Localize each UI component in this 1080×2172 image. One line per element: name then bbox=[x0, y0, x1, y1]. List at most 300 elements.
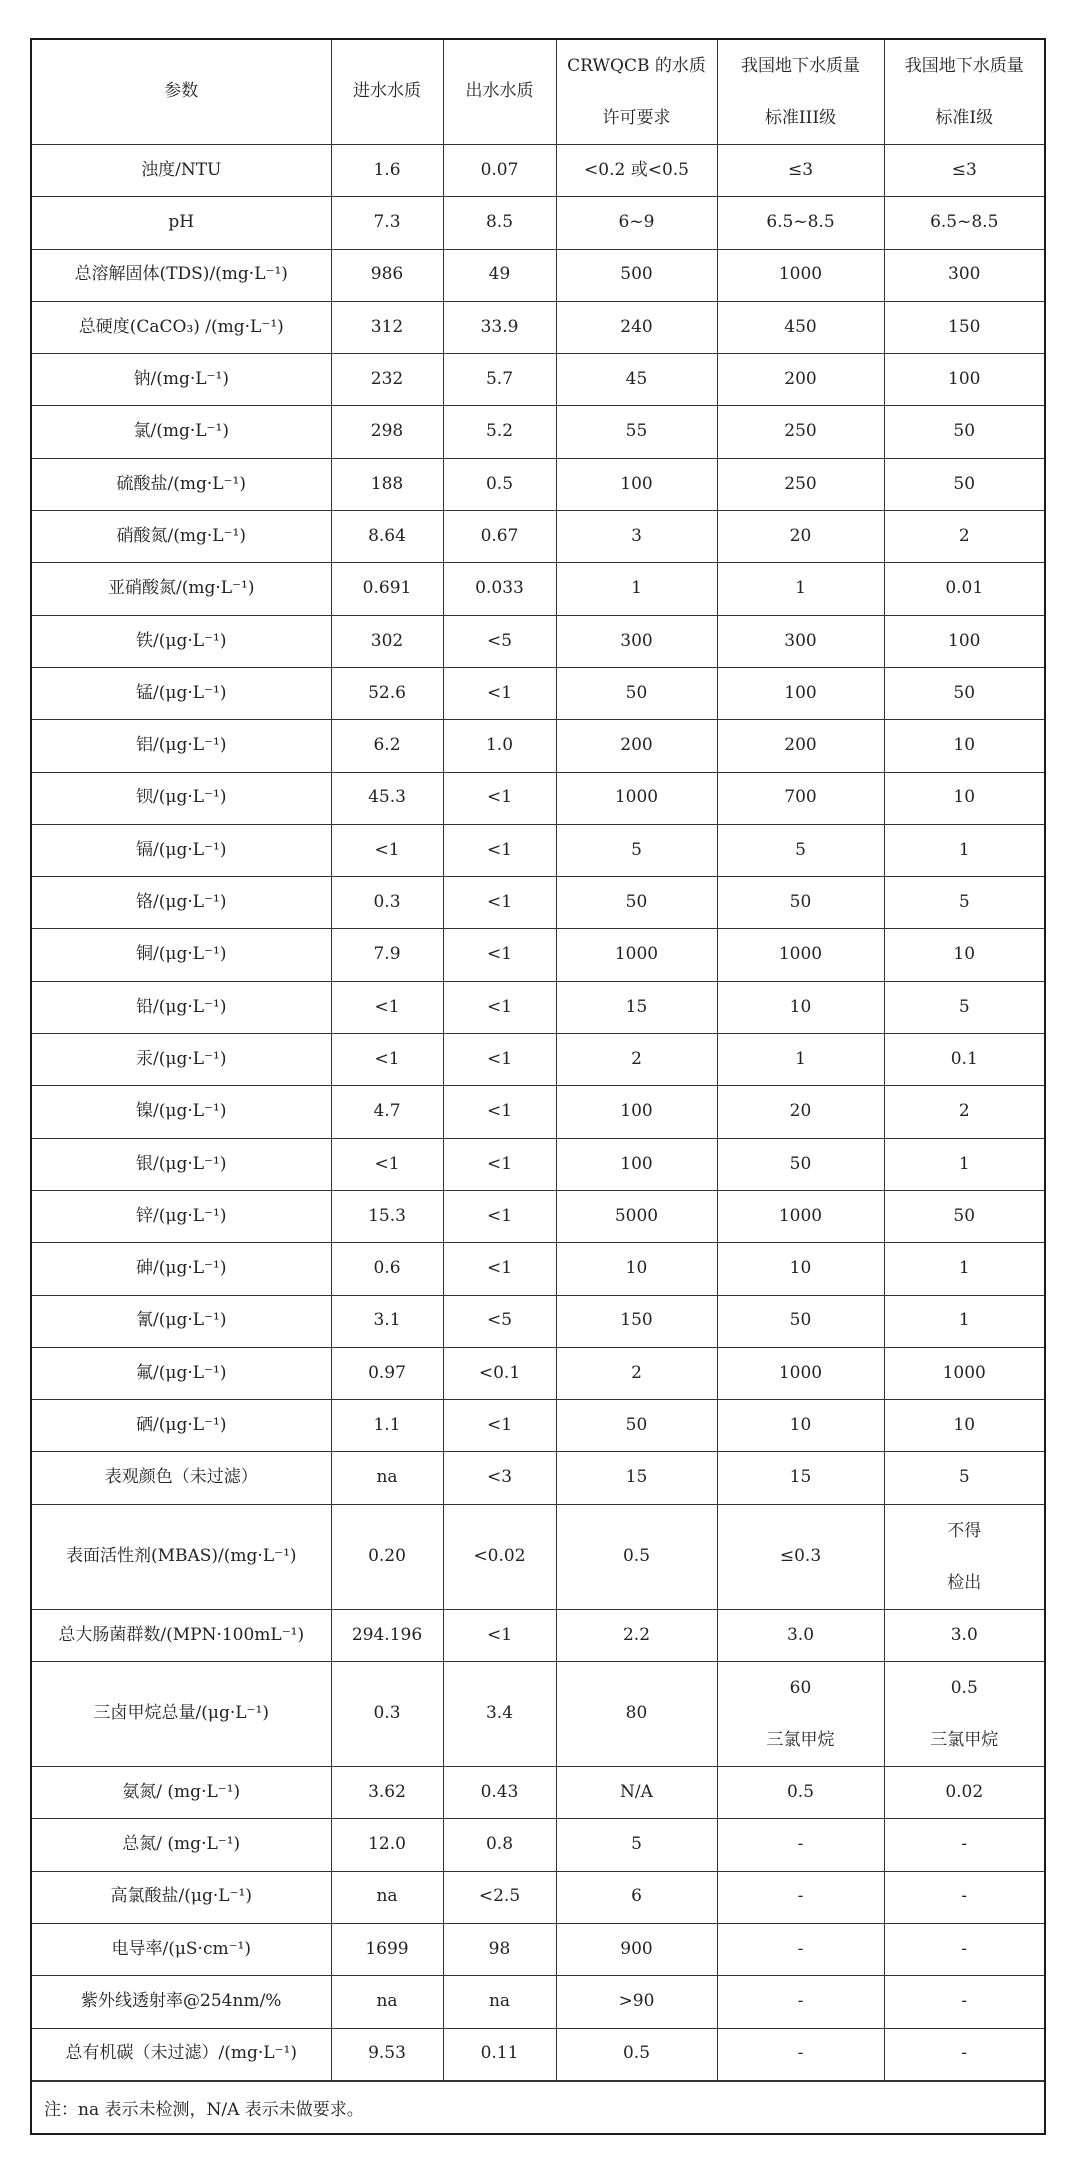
value-cell bbox=[884, 1243, 1044, 1295]
value-cell bbox=[556, 1295, 717, 1347]
value-cell bbox=[331, 1400, 443, 1452]
value-cell bbox=[556, 354, 717, 406]
table-row bbox=[32, 1767, 1044, 1819]
cell-text: 6~9 bbox=[618, 212, 655, 233]
parameter-cell bbox=[32, 1504, 331, 1609]
cell-text: ≤3 bbox=[787, 159, 814, 180]
value-cell bbox=[884, 1767, 1044, 1819]
cell-text: - bbox=[797, 1938, 804, 1959]
value-cell bbox=[884, 877, 1044, 929]
value-cell bbox=[884, 615, 1044, 667]
value-cell bbox=[884, 406, 1044, 458]
value-cell bbox=[443, 1662, 556, 1767]
value-cell bbox=[331, 301, 443, 353]
cell-text: 铬/(μg·L⁻¹) bbox=[136, 892, 227, 913]
cell-text: 铝/(μg·L⁻¹) bbox=[136, 735, 227, 756]
value-cell bbox=[331, 511, 443, 563]
cell-text: 50 bbox=[789, 1153, 812, 1174]
value-cell bbox=[717, 1243, 884, 1295]
cell-text: 2.2 bbox=[622, 1624, 651, 1645]
cell-text: 240 bbox=[620, 316, 653, 337]
value-cell bbox=[556, 145, 717, 197]
cell-text: 6 bbox=[631, 1886, 642, 1907]
cell-text: 15 bbox=[789, 1467, 812, 1488]
parameter-cell bbox=[32, 824, 331, 876]
cell-text: 500 bbox=[620, 264, 653, 285]
value-cell bbox=[717, 720, 884, 772]
value-cell bbox=[443, 877, 556, 929]
cell-text: 氰/(μg·L⁻¹) bbox=[136, 1310, 227, 1331]
cell-text: 15 bbox=[625, 1467, 648, 1488]
cell-text: <1 bbox=[486, 1624, 513, 1645]
cell-text: 0.01 bbox=[945, 578, 984, 599]
value-cell bbox=[884, 458, 1044, 510]
cell-text: 1000 bbox=[778, 944, 823, 965]
table-row bbox=[32, 1243, 1044, 1295]
cell-text: <1 bbox=[486, 839, 513, 860]
cell-text: 10 bbox=[789, 1415, 812, 1435]
cell-text: - bbox=[797, 2043, 804, 2064]
value-cell bbox=[717, 615, 884, 667]
cell-text: 150 bbox=[948, 316, 981, 337]
cell-text: 33.9 bbox=[480, 316, 519, 337]
value-cell bbox=[443, 1243, 556, 1295]
value-cell bbox=[717, 877, 884, 929]
cell-text: 100 bbox=[948, 630, 981, 651]
value-cell bbox=[717, 772, 884, 824]
parameter-cell bbox=[32, 1662, 331, 1767]
value-cell bbox=[443, 145, 556, 197]
value-cell bbox=[556, 1400, 717, 1452]
value-cell bbox=[556, 1819, 717, 1871]
value-cell bbox=[556, 1767, 717, 1819]
value-cell bbox=[717, 824, 884, 876]
cell-text: 15 bbox=[625, 996, 648, 1017]
value-cell bbox=[443, 1452, 556, 1504]
table-row bbox=[32, 197, 1044, 249]
cell-text: ≤0.3 bbox=[779, 1545, 822, 1566]
value-cell bbox=[443, 667, 556, 719]
header-line: 标准III级 bbox=[764, 108, 837, 128]
cell-text: 氨氮/ (mg·L⁻¹) bbox=[122, 1781, 241, 1802]
cell-text: 0.5 bbox=[622, 2043, 651, 2064]
cell-text: <1 bbox=[486, 1415, 513, 1435]
table-row bbox=[32, 1923, 1044, 1975]
value-cell bbox=[331, 1138, 443, 1190]
cell-text: 10 bbox=[625, 1258, 648, 1279]
cell-text: 0.97 bbox=[368, 1362, 406, 1383]
cell-text: 50 bbox=[789, 892, 812, 913]
cell-text: <1 bbox=[486, 1258, 513, 1279]
value-cell bbox=[443, 406, 556, 458]
parameter-cell bbox=[32, 720, 331, 772]
parameter-cell bbox=[32, 1976, 331, 2028]
cell-text: 3.0 bbox=[950, 1624, 978, 1645]
value-cell bbox=[884, 1400, 1044, 1452]
cell-text: 300 bbox=[620, 630, 653, 651]
cell-text: 232 bbox=[370, 369, 404, 390]
value-cell bbox=[443, 458, 556, 510]
cell-text: - bbox=[961, 1991, 968, 2012]
value-cell bbox=[556, 1243, 717, 1295]
cell-text: - bbox=[961, 2043, 968, 2064]
value-cell bbox=[556, 249, 717, 301]
header-line: 标准Ⅰ级 bbox=[935, 108, 994, 128]
cell-text: 铅/(μg·L⁻¹) bbox=[136, 996, 227, 1017]
cell-text: 总大肠菌群数/(MPN·100mL⁻¹) bbox=[58, 1624, 305, 1645]
parameter-cell bbox=[32, 1034, 331, 1086]
table-row bbox=[32, 301, 1044, 353]
value-cell bbox=[717, 1767, 884, 1819]
cell-text: 5000 bbox=[614, 1205, 659, 1226]
value-cell bbox=[443, 1871, 556, 1923]
parameter-cell bbox=[32, 249, 331, 301]
cell-text: 2 bbox=[958, 1101, 970, 1122]
value-cell bbox=[717, 981, 884, 1033]
parameter-cell bbox=[32, 981, 331, 1033]
cell-text: 49 bbox=[488, 264, 511, 285]
table-row bbox=[32, 1138, 1044, 1190]
value-cell bbox=[443, 720, 556, 772]
cell-text: 0.5 bbox=[950, 1678, 978, 1699]
value-cell bbox=[717, 1504, 884, 1609]
table-row bbox=[32, 1034, 1044, 1086]
cell-text: 钠/(mg·L⁻¹) bbox=[133, 369, 229, 390]
cell-text: 氯/(mg·L⁻¹) bbox=[133, 421, 229, 442]
cell-text: 300 bbox=[948, 264, 981, 285]
parameter-cell bbox=[32, 145, 331, 197]
cell-text: 200 bbox=[620, 735, 653, 756]
value-cell bbox=[331, 720, 443, 772]
value-cell bbox=[884, 720, 1044, 772]
cell-text: 硝酸氮/(mg·L⁻¹) bbox=[116, 525, 246, 546]
cell-text: 1.1 bbox=[373, 1415, 401, 1435]
cell-text: 450 bbox=[784, 316, 817, 337]
cell-text: <2.5 bbox=[478, 1886, 521, 1907]
cell-text: 0.5 bbox=[485, 473, 514, 494]
value-cell bbox=[443, 1400, 556, 1452]
value-cell bbox=[717, 1034, 884, 1086]
cell-text: 总有机碳（未过滤）/(mg·L⁻¹) bbox=[65, 2043, 297, 2064]
value-cell bbox=[717, 1976, 884, 2028]
value-cell bbox=[443, 1767, 556, 1819]
value-cell bbox=[717, 354, 884, 406]
value-cell bbox=[556, 1976, 717, 2028]
cell-text: 2 bbox=[631, 1362, 642, 1383]
cell-text: 镍/(μg·L⁻¹) bbox=[136, 1101, 227, 1122]
value-cell bbox=[331, 1504, 443, 1609]
cell-text: 铁/(μg·L⁻¹) bbox=[136, 630, 227, 651]
parameter-cell bbox=[32, 1871, 331, 1923]
parameter-cell bbox=[32, 301, 331, 353]
value-cell bbox=[331, 772, 443, 824]
cell-text: 三卤甲烷总量/(μg·L⁻¹) bbox=[93, 1703, 269, 1724]
value-cell bbox=[331, 563, 443, 615]
value-cell bbox=[884, 1923, 1044, 1975]
column-header bbox=[884, 40, 1044, 145]
table-row bbox=[32, 1295, 1044, 1347]
table-row bbox=[32, 511, 1044, 563]
value-cell bbox=[443, 249, 556, 301]
parameter-cell bbox=[32, 1452, 331, 1504]
value-cell bbox=[443, 563, 556, 615]
table-row bbox=[32, 1190, 1044, 1242]
cell-text: 1 bbox=[958, 1310, 970, 1331]
cell-text: <0.2 或<0.5 bbox=[584, 159, 689, 180]
value-cell bbox=[556, 667, 717, 719]
table-note: 注：na 表示未检测，N/A 表示未做要求。 bbox=[32, 2081, 1044, 2133]
cell-text: 3.1 bbox=[373, 1310, 401, 1331]
value-cell bbox=[331, 1452, 443, 1504]
cell-text: 100 bbox=[620, 1153, 653, 1174]
cell-text: 3.4 bbox=[485, 1703, 514, 1724]
value-cell bbox=[443, 981, 556, 1033]
value-cell bbox=[556, 406, 717, 458]
parameter-cell bbox=[32, 1819, 331, 1871]
cell-text: - bbox=[961, 1938, 968, 1959]
cell-text: 200 bbox=[784, 369, 817, 390]
value-cell bbox=[884, 667, 1044, 719]
parameter-cell bbox=[32, 458, 331, 510]
cell-text: 100 bbox=[620, 1101, 653, 1122]
cell-text: 0.43 bbox=[480, 1781, 519, 1802]
cell-text: <0.02 bbox=[473, 1545, 526, 1566]
cell-text: >90 bbox=[618, 1991, 655, 2012]
cell-text: 0.8 bbox=[485, 1834, 514, 1855]
value-cell bbox=[556, 511, 717, 563]
value-cell bbox=[331, 1871, 443, 1923]
value-cell bbox=[884, 772, 1044, 824]
cell-text: 9.53 bbox=[368, 2043, 406, 2064]
value-cell bbox=[331, 1086, 443, 1138]
value-cell bbox=[556, 720, 717, 772]
cell-text: 5 bbox=[958, 892, 970, 913]
cell-text: 50 bbox=[789, 1310, 812, 1331]
value-cell bbox=[556, 981, 717, 1033]
cell-text: 1 bbox=[958, 1153, 970, 1174]
cell-text: <1 bbox=[486, 892, 513, 913]
value-cell bbox=[884, 1609, 1044, 1661]
cell-text: <1 bbox=[374, 996, 400, 1017]
table-body bbox=[32, 145, 1044, 2081]
cell-text: 5 bbox=[958, 996, 970, 1017]
cell-text: <0.1 bbox=[478, 1362, 521, 1383]
value-cell bbox=[331, 824, 443, 876]
value-cell bbox=[331, 1609, 443, 1661]
cell-text: na bbox=[376, 1991, 398, 2012]
value-cell bbox=[717, 145, 884, 197]
value-cell bbox=[717, 1819, 884, 1871]
value-cell bbox=[443, 511, 556, 563]
cell-text: <1 bbox=[374, 1153, 400, 1174]
parameter-cell bbox=[32, 406, 331, 458]
value-cell bbox=[331, 1243, 443, 1295]
cell-text: - bbox=[797, 1991, 804, 2012]
column-header bbox=[556, 40, 717, 145]
value-cell bbox=[556, 824, 717, 876]
value-cell bbox=[884, 145, 1044, 197]
table-header bbox=[32, 40, 1044, 145]
cell-text: 10 bbox=[953, 787, 976, 808]
header-line: 进水水质 bbox=[353, 81, 421, 102]
value-cell bbox=[556, 1034, 717, 1086]
cell-text: 表观颜色（未过滤） bbox=[104, 1467, 258, 1488]
value-cell bbox=[884, 824, 1044, 876]
cell-text: 锌/(μg·L⁻¹) bbox=[136, 1205, 227, 1226]
cell-text: <5 bbox=[486, 1310, 513, 1331]
parameter-cell bbox=[32, 1347, 331, 1399]
value-cell bbox=[717, 2028, 884, 2080]
cell-text: <1 bbox=[486, 1205, 513, 1226]
cell-text: N/A bbox=[620, 1781, 653, 1802]
value-cell bbox=[443, 615, 556, 667]
value-cell bbox=[556, 1504, 717, 1609]
parameter-cell bbox=[32, 877, 331, 929]
value-cell bbox=[884, 2028, 1044, 2080]
parameter-cell bbox=[32, 1138, 331, 1190]
value-cell bbox=[556, 1138, 717, 1190]
value-cell bbox=[717, 1138, 884, 1190]
value-cell bbox=[443, 1190, 556, 1242]
cell-text: 294.196 bbox=[351, 1624, 423, 1645]
cell-text: 150 bbox=[620, 1310, 653, 1331]
cell-text: 不得 bbox=[947, 1520, 982, 1541]
value-cell bbox=[884, 1295, 1044, 1347]
value-cell bbox=[884, 1347, 1044, 1399]
value-cell bbox=[443, 1923, 556, 1975]
value-cell bbox=[884, 1871, 1044, 1923]
cell-text: 紫外线透射率@254nm/% bbox=[81, 1991, 282, 2012]
cell-text: 10 bbox=[789, 1258, 812, 1279]
value-cell bbox=[331, 877, 443, 929]
cell-text: 汞/(μg·L⁻¹) bbox=[136, 1048, 227, 1069]
cell-text: 检出 bbox=[947, 1572, 982, 1593]
value-cell bbox=[556, 1871, 717, 1923]
cell-text: 50 bbox=[625, 1415, 648, 1435]
value-cell bbox=[556, 197, 717, 249]
cell-text: <1 bbox=[374, 1048, 400, 1069]
cell-text: 298 bbox=[370, 421, 404, 442]
value-cell bbox=[884, 1819, 1044, 1871]
parameter-cell bbox=[32, 1400, 331, 1452]
cell-text: 250 bbox=[784, 473, 817, 494]
cell-text: 钡/(μg·L⁻¹) bbox=[136, 787, 227, 808]
cell-text: 6.5~8.5 bbox=[766, 212, 835, 233]
table-row bbox=[32, 1400, 1044, 1452]
cell-text: 8.5 bbox=[485, 212, 514, 233]
cell-text: 氟/(μg·L⁻¹) bbox=[136, 1362, 227, 1383]
value-cell bbox=[443, 301, 556, 353]
cell-text: 188 bbox=[370, 473, 404, 494]
cell-text: 浊度/NTU bbox=[141, 159, 222, 180]
value-cell bbox=[556, 1609, 717, 1661]
table-row bbox=[32, 877, 1044, 929]
cell-text: 98 bbox=[488, 1938, 511, 1959]
cell-text: 10 bbox=[953, 1415, 976, 1435]
value-cell bbox=[556, 1662, 717, 1767]
value-cell bbox=[717, 458, 884, 510]
value-cell bbox=[443, 1347, 556, 1399]
value-cell bbox=[331, 1767, 443, 1819]
cell-text: 砷/(μg·L⁻¹) bbox=[136, 1258, 227, 1279]
value-cell bbox=[331, 197, 443, 249]
cell-text: 1 bbox=[958, 1258, 970, 1279]
value-cell bbox=[884, 1976, 1044, 2028]
value-cell bbox=[556, 1086, 717, 1138]
cell-text: 302 bbox=[370, 630, 404, 651]
value-cell bbox=[331, 929, 443, 981]
cell-text: 1000 bbox=[614, 944, 659, 965]
cell-text: 3 bbox=[631, 525, 642, 546]
cell-text: <1 bbox=[374, 839, 400, 860]
cell-text: 50 bbox=[953, 473, 976, 494]
value-cell bbox=[331, 1190, 443, 1242]
cell-text: 0.20 bbox=[368, 1545, 406, 1566]
value-cell bbox=[556, 563, 717, 615]
cell-text: 1000 bbox=[942, 1362, 986, 1383]
parameter-cell bbox=[32, 1295, 331, 1347]
table-row bbox=[32, 145, 1044, 197]
value-cell bbox=[331, 249, 443, 301]
value-cell bbox=[717, 511, 884, 563]
value-cell bbox=[331, 1923, 443, 1975]
cell-text: 12.0 bbox=[368, 1834, 406, 1855]
value-cell bbox=[331, 1295, 443, 1347]
column-header bbox=[443, 40, 556, 145]
cell-text: 50 bbox=[625, 892, 648, 913]
value-cell bbox=[331, 1662, 443, 1767]
table-row bbox=[32, 1976, 1044, 2028]
cell-text: 2 bbox=[958, 525, 970, 546]
parameter-cell bbox=[32, 563, 331, 615]
table-row bbox=[32, 354, 1044, 406]
value-cell bbox=[717, 406, 884, 458]
cell-text: 5.2 bbox=[485, 421, 514, 442]
cell-text: 50 bbox=[953, 421, 976, 442]
cell-text: pH bbox=[168, 212, 195, 233]
cell-text: 锰/(μg·L⁻¹) bbox=[136, 682, 227, 703]
cell-text: 100 bbox=[620, 473, 653, 494]
cell-text: 10 bbox=[953, 735, 976, 756]
value-cell bbox=[556, 1190, 717, 1242]
value-cell bbox=[717, 1295, 884, 1347]
value-cell bbox=[443, 1504, 556, 1609]
value-cell bbox=[717, 301, 884, 353]
cell-text: 80 bbox=[625, 1703, 648, 1724]
value-cell bbox=[884, 929, 1044, 981]
cell-text: 0.11 bbox=[480, 2043, 519, 2064]
value-cell bbox=[717, 667, 884, 719]
cell-text: 7.9 bbox=[373, 944, 401, 965]
value-cell bbox=[884, 1662, 1044, 1767]
value-cell bbox=[884, 301, 1044, 353]
cell-text: 20 bbox=[789, 525, 812, 546]
table-row bbox=[32, 1086, 1044, 1138]
cell-text: ≤3 bbox=[951, 159, 977, 180]
parameter-cell bbox=[32, 354, 331, 406]
cell-text: 硒/(μg·L⁻¹) bbox=[136, 1415, 227, 1435]
cell-text: 1.0 bbox=[485, 735, 514, 756]
cell-text: 200 bbox=[784, 735, 817, 756]
cell-text: 总氮/ (mg·L⁻¹) bbox=[122, 1834, 241, 1855]
column-header bbox=[32, 40, 331, 145]
value-cell bbox=[717, 1452, 884, 1504]
parameter-cell bbox=[32, 2028, 331, 2080]
cell-text: 1000 bbox=[778, 264, 823, 285]
value-cell bbox=[331, 615, 443, 667]
value-cell bbox=[443, 929, 556, 981]
value-cell bbox=[556, 301, 717, 353]
